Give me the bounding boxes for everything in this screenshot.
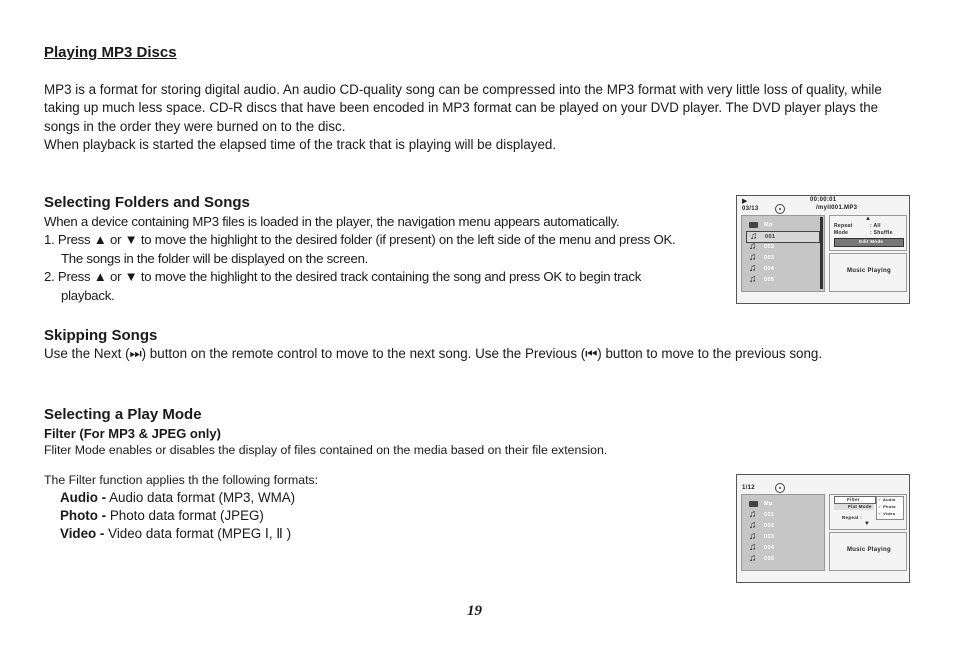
up-arrow-icon: ▲: [865, 216, 872, 222]
music-note-icon: ♫: [749, 553, 757, 564]
file-list-panel: [741, 215, 825, 292]
flat-mode-button[interactable]: [834, 504, 874, 510]
filter-panel: [829, 494, 907, 530]
file-list-panel: [741, 494, 825, 571]
osd-screen-navigation: [736, 195, 910, 304]
repeat-label: Repeat: [834, 223, 853, 229]
folder-icon: [749, 501, 758, 507]
play-icon: ▶: [742, 198, 748, 205]
paragraph-filter-intro: The Filter function applies th the following formats:: [44, 473, 319, 487]
file-path: /myll001.MP3: [816, 205, 858, 211]
mode-value[interactable]: : Shuffle: [870, 230, 893, 236]
format-desc: Photo data format (JPEG): [106, 508, 264, 523]
list-item[interactable]: [746, 264, 818, 274]
heading-skipping-songs: Skipping Songs: [44, 327, 158, 344]
repeat-label[interactable]: Repeat :: [842, 515, 863, 520]
video-option-label: Video: [883, 511, 896, 516]
status-panel: [829, 532, 907, 571]
music-note-icon: ♫: [750, 231, 758, 242]
format-audio: [60, 489, 295, 507]
mode-label: Mode: [834, 230, 849, 236]
video-option[interactable]: ✓ Video: [878, 511, 896, 516]
paragraph-nav-menu: When a device containing MP3 files is loaded in the player, the navigation menu appears automatically.: [44, 214, 620, 229]
osd-screen-filter: [736, 474, 910, 583]
list-item-label: Mp: [764, 222, 773, 228]
folder-icon: [749, 222, 758, 228]
list-item[interactable]: [746, 253, 818, 263]
list-item[interactable]: [746, 521, 818, 531]
format-name: Audio -: [60, 490, 107, 505]
list-item-label: 003: [764, 255, 775, 261]
list-item[interactable]: [746, 554, 818, 564]
photo-option-label: Photo: [883, 504, 896, 509]
music-note-icon: ♫: [749, 274, 757, 285]
audio-option-label: Audio: [882, 497, 896, 502]
paragraph-filter-mode: Fliter Mode enables or disables the display of files contained on the media based on their file extension.: [44, 443, 608, 457]
disc-icon: [775, 483, 785, 493]
filter-button[interactable]: [834, 496, 876, 504]
track-count: 03/13: [742, 206, 759, 212]
list-item[interactable]: [746, 510, 818, 520]
heading-selecting-folders: Selecting Folders and Songs: [44, 194, 250, 211]
list-item-label: 002: [764, 523, 775, 529]
list-item[interactable]: [746, 499, 818, 509]
music-note-icon: ♫: [749, 509, 757, 520]
list-item-label: 001: [765, 234, 776, 240]
list-item[interactable]: [746, 532, 818, 542]
format-name: Photo -: [60, 508, 107, 523]
format-desc: Video data format (MPEG Ⅰ, Ⅱ ): [104, 526, 292, 541]
music-playing-status: Music Playing: [847, 547, 891, 553]
list-item[interactable]: [746, 220, 818, 230]
track-count: 1/12: [742, 485, 755, 491]
subheading-filter: Filter (For MP3 & JPEG only): [44, 426, 221, 441]
disc-icon: [775, 204, 785, 214]
list-item[interactable]: [746, 242, 818, 252]
filter-label: Filter: [847, 497, 860, 502]
music-playing-status: Music Playing: [847, 268, 891, 274]
edit-mode-button[interactable]: [834, 238, 904, 247]
paragraph-elapsed-time: When playback is started the elapsed time of the track that is playing will be displayed.: [44, 137, 557, 152]
step-2: 2. Press ▲ or ▼ to move the highlight to the desired track containing the song and press OK to begin track playback.: [44, 269, 642, 303]
music-note-icon: ♫: [749, 252, 757, 263]
list-item-label: 003: [764, 534, 775, 540]
list-item[interactable]: [746, 543, 818, 553]
step-1: 1. Press ▲ or ▼ to move the highlight to the desired folder (if present) on the left side of the menu and press OK. The songs in the folder will be displayed on the screen.: [44, 232, 676, 266]
audio-option[interactable]: ✓ Audio: [878, 497, 896, 502]
page-number: 19: [467, 603, 482, 619]
photo-option[interactable]: ✓ Photo: [878, 504, 896, 509]
music-note-icon: ♫: [749, 531, 757, 542]
list-item-label: 004: [764, 266, 775, 272]
format-desc: Audio data format (MP3, WMA): [106, 490, 296, 505]
format-photo: [60, 507, 264, 525]
music-note-icon: ♫: [749, 263, 757, 274]
down-arrow-icon: ▼: [864, 521, 871, 527]
filter-options-popup: [876, 496, 904, 520]
format-video: [60, 525, 291, 543]
list-item[interactable]: [746, 275, 818, 285]
settings-panel: [829, 215, 907, 251]
list-item-label: 005: [764, 277, 775, 283]
music-note-icon: ♫: [749, 542, 757, 553]
list-item-label: 005: [764, 556, 775, 562]
music-note-icon: ♫: [749, 241, 757, 252]
list-item-label: 002: [764, 244, 775, 250]
format-name: Video -: [60, 526, 105, 541]
paragraph-skipping: Use the Next (⏭) button on the remote control to move to the next song. Use the Previous (⏮) button to move to the previous song.: [44, 346, 823, 361]
list-item-label: 001: [764, 512, 775, 518]
status-panel: [829, 253, 907, 292]
elapsed-time: 00:00:01: [810, 197, 837, 203]
scrollbar[interactable]: [820, 217, 823, 289]
repeat-value[interactable]: : All: [870, 223, 881, 229]
music-note-icon: ♫: [749, 520, 757, 531]
flat-mode-label: Flat Mode: [848, 504, 872, 509]
paragraph-mp3-format: MP3 is a format for storing digital audio. An audio CD-quality song can be compressed into the MP3 format with very little loss of quality, while taking up much less space. CD-R discs that have been encoded in MP3 format can be played on your DVD player. The DVD player plays the songs in the order they were burned on to the disc.: [44, 82, 882, 134]
list-item-label: Mp: [764, 501, 773, 507]
list-item-label: 004: [764, 545, 775, 551]
edit-mode-label: Edit Mode: [859, 239, 884, 244]
heading-play-mode: Selecting a Play Mode: [44, 406, 202, 423]
heading-playing-mp3: Playing MP3 Discs: [44, 44, 177, 61]
